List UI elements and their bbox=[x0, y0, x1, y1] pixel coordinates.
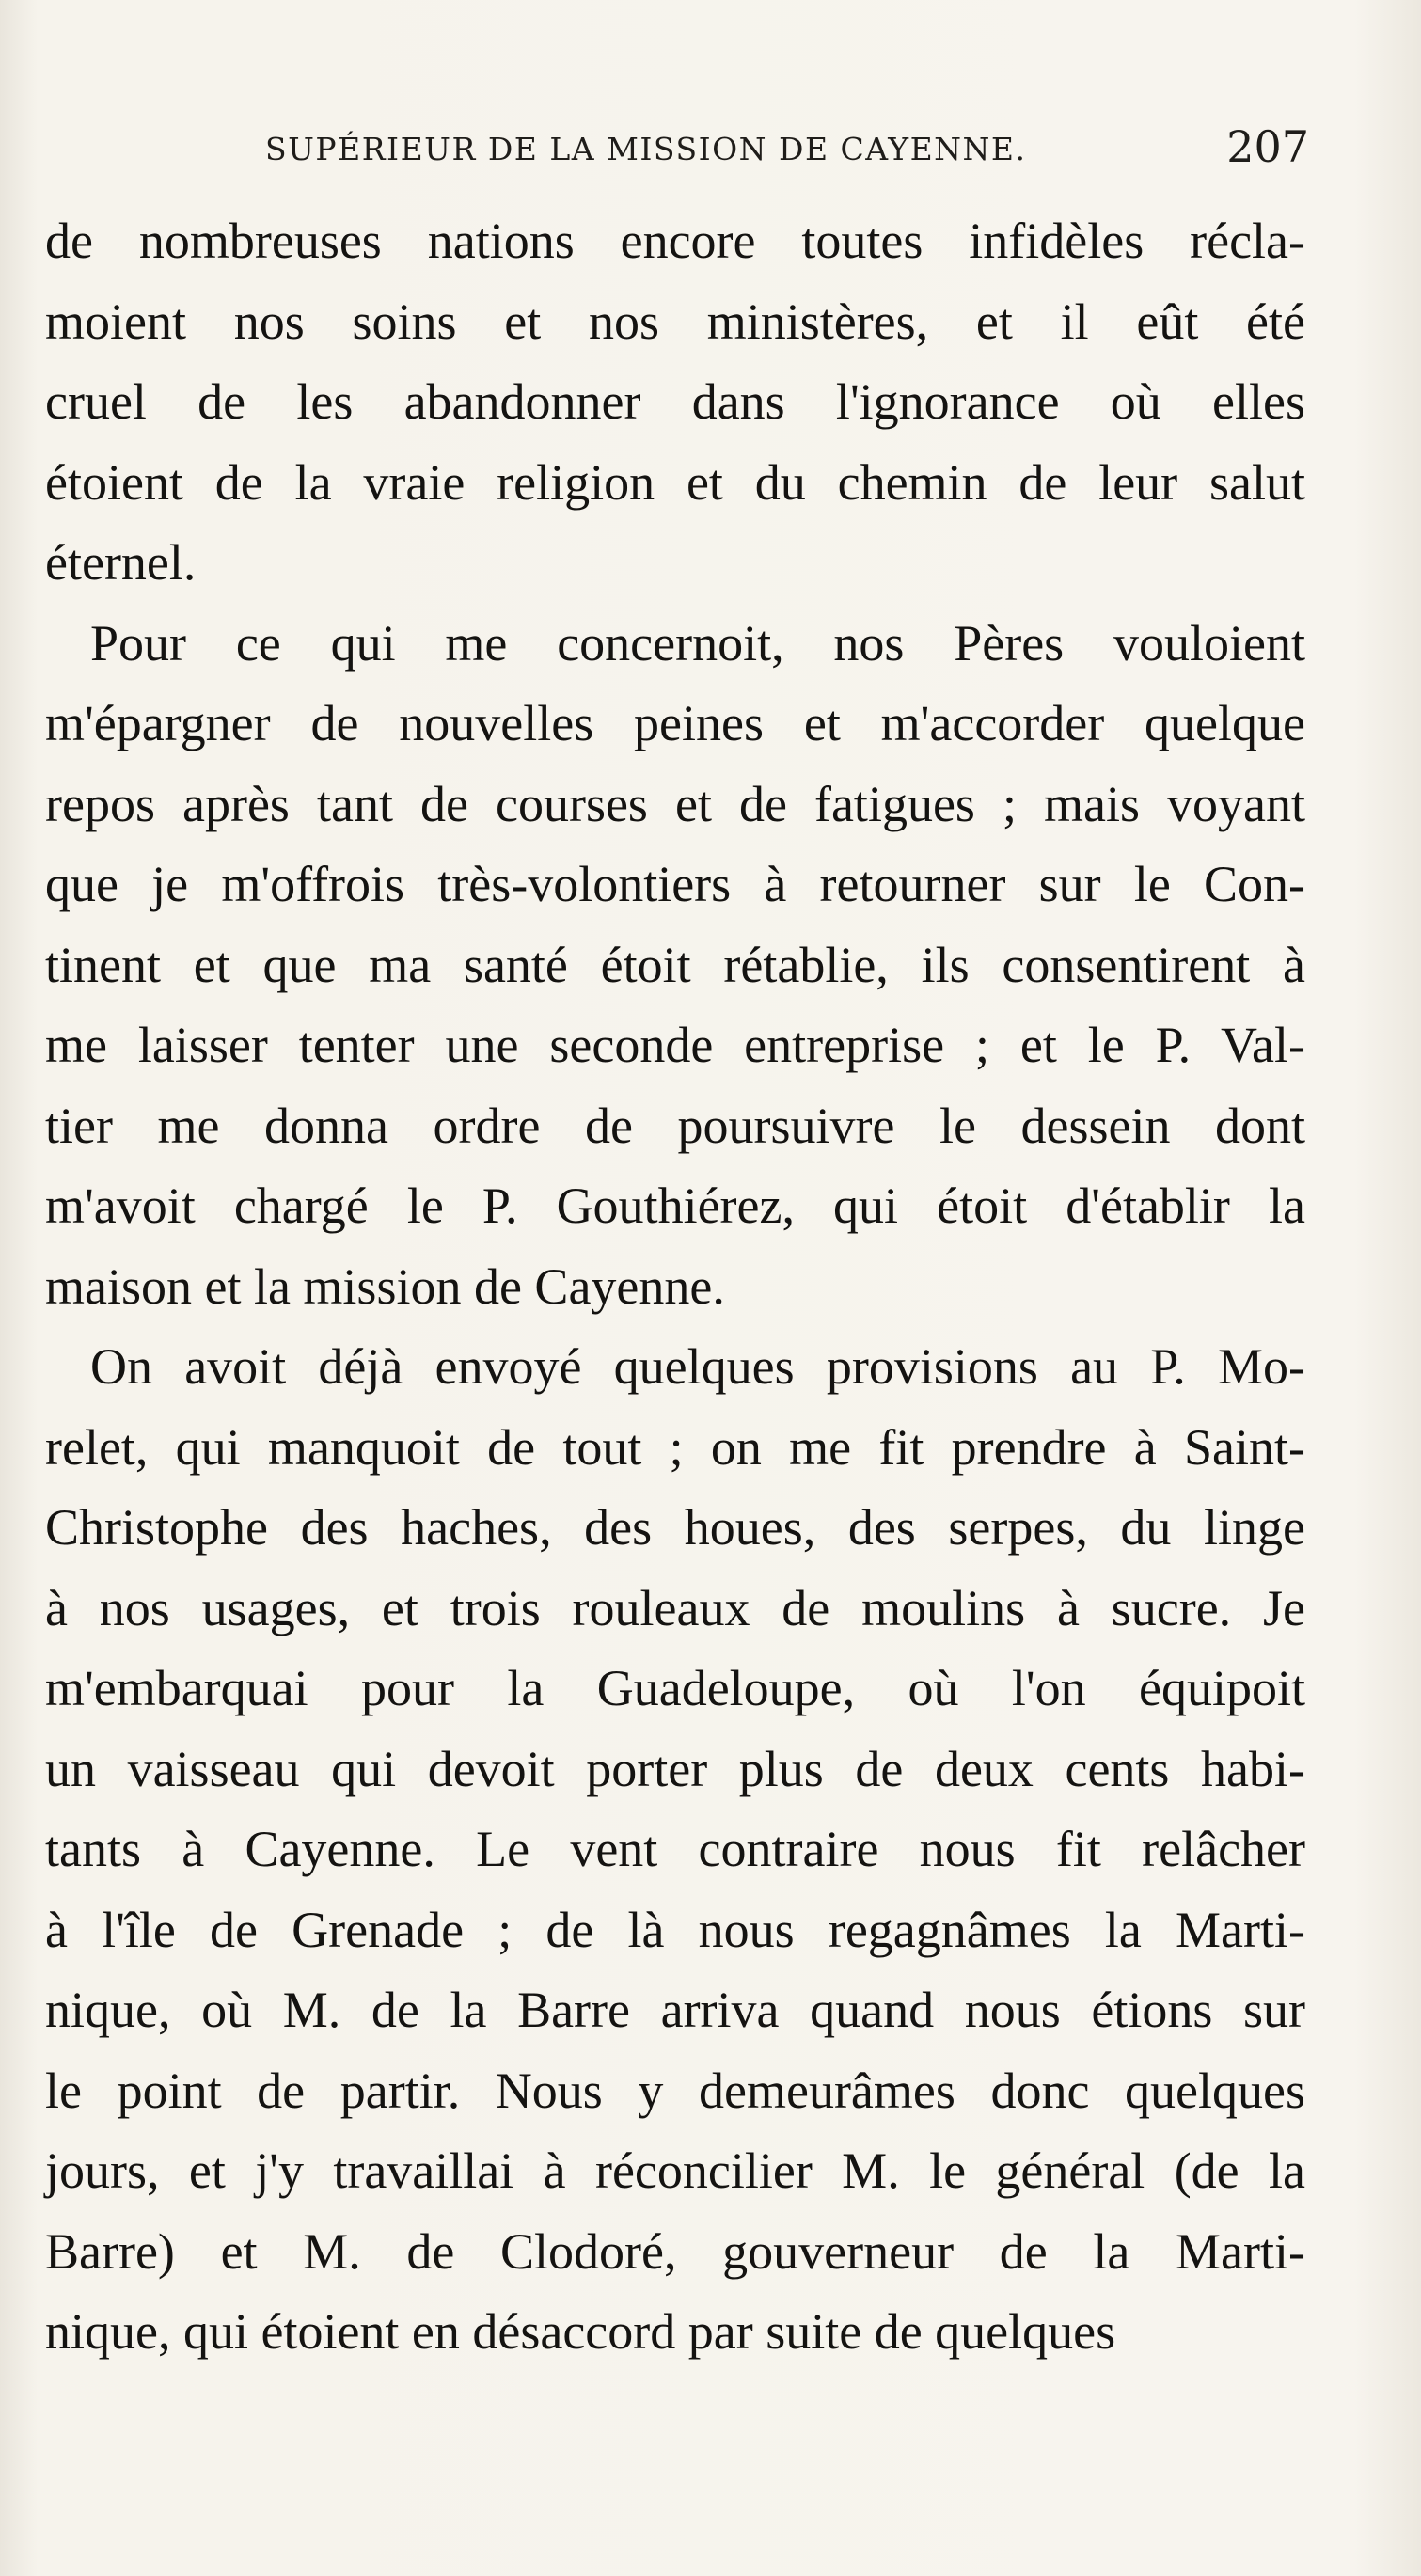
text-line: Pour ce qui me concernoit, nos Pères vouloient bbox=[90, 614, 1305, 672]
text-line: nique, où M. de la Barre arriva quand nous étions sur bbox=[45, 1982, 1305, 2038]
text-line: nique, qui étoient en désaccord par suite de quelques bbox=[45, 2303, 1116, 2360]
text-line: moient nos soins et nos ministères, et il eût été bbox=[45, 292, 1305, 350]
paragraph bbox=[45, 604, 1305, 1328]
body-text bbox=[45, 201, 1305, 2373]
text-line: à nos usages, et trois rouleaux de moulins à sucre. Je bbox=[45, 1579, 1305, 1636]
text-line: à l'île de Grenade ; de là nous regagnâmes la Marti- bbox=[45, 1901, 1305, 1958]
text-line: tinent et que ma santé étoit rétablie, ils consentirent à bbox=[45, 936, 1305, 993]
text-line: Barre) et M. de Clodoré, gouverneur de la Marti- bbox=[45, 2222, 1305, 2280]
text-line: le point de partir. Nous y demeurâmes donc quelques bbox=[45, 2062, 1305, 2119]
text-line: m'embarquai pour la Guadeloupe, où l'on équipoit bbox=[45, 1660, 1305, 1716]
text-line: Christophe des haches, des houes, des serpes, du linge bbox=[45, 1499, 1305, 1556]
text-line: jours, et j'y travaillai à réconcilier M. le général (de la bbox=[45, 2142, 1305, 2199]
text-line: me laisser tenter une seconde entreprise ; et le P. Val- bbox=[45, 1017, 1305, 1073]
text-line: On avoit déjà envoyé quelques provisions au P. Mo- bbox=[90, 1338, 1305, 1395]
text-line: tants à Cayenne. Le vent contraire nous fit relâcher bbox=[45, 1821, 1305, 1877]
paragraph bbox=[45, 201, 1305, 604]
text-line: relet, qui manquoit de tout ; on me fit prendre à Saint- bbox=[45, 1418, 1305, 1476]
text-line: repos après tant de courses et de fatigues ; mais voyant bbox=[45, 775, 1305, 832]
text-line: maison et la mission de Cayenne. bbox=[45, 1257, 725, 1315]
page-number: 207 bbox=[1226, 121, 1309, 172]
text-line: cruel de les abandonner dans l'ignorance où elles bbox=[45, 373, 1305, 430]
text-line: m'épargner de nouvelles peines et m'accorder quelque bbox=[45, 695, 1305, 751]
text-line: étoient de la vraie religion et du chemin de leur salut bbox=[45, 453, 1305, 511]
text-line: tier me donna ordre de poursuivre le dessein dont bbox=[45, 1097, 1305, 1154]
running-title: SUPÉRIEUR DE LA MISSION DE CAYENNE. bbox=[265, 131, 1027, 167]
text-line: que je m'offrois très-volontiers à retourner sur le Con- bbox=[45, 856, 1305, 912]
page-header bbox=[49, 118, 1309, 183]
text-line: éternel. bbox=[45, 534, 197, 591]
text-line: de nombreuses nations encore toutes infidèles récla- bbox=[45, 213, 1305, 269]
paragraph bbox=[45, 1327, 1305, 2373]
text-line: un vaisseau qui devoit porter plus de deux cents habi- bbox=[45, 1740, 1305, 1797]
text-line: m'avoit chargé le P. Gouthiérez, qui étoit d'établir la bbox=[45, 1177, 1305, 1234]
